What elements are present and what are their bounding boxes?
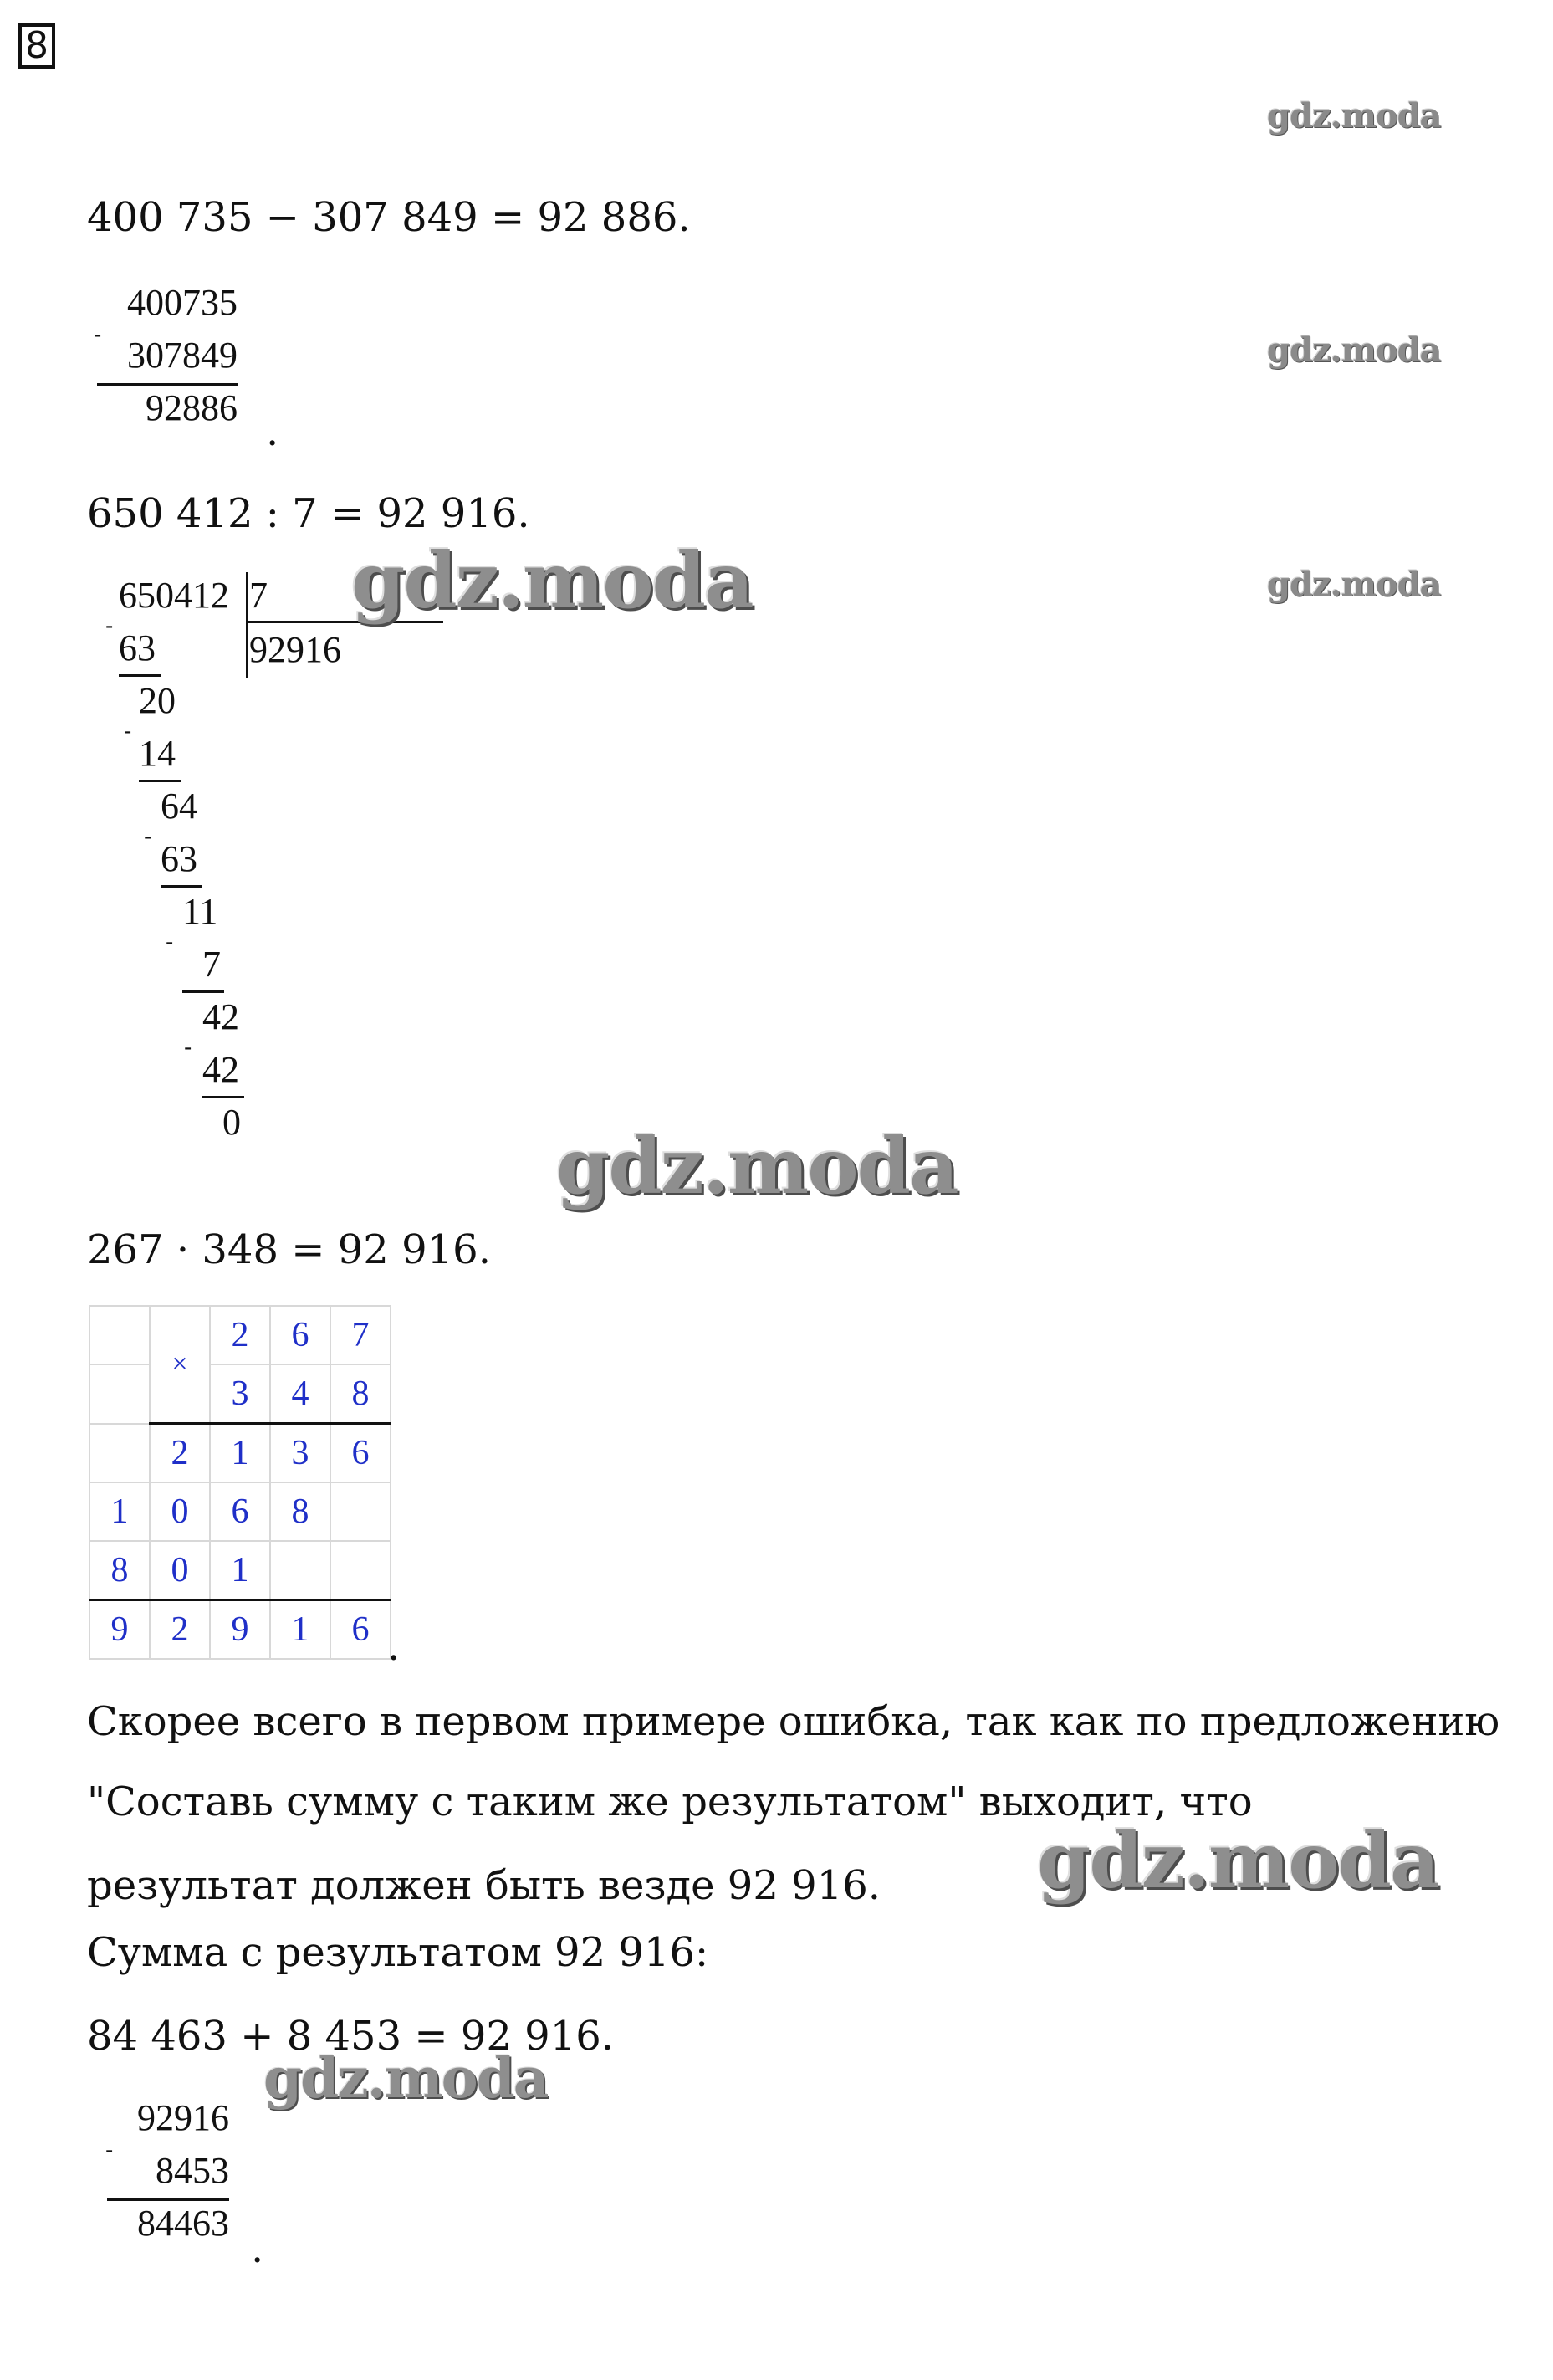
equation-division: 650 412 : 7 = 92 916. (87, 490, 530, 537)
grid-cell: 2 (150, 1424, 210, 1483)
grid-cell (89, 1306, 150, 1364)
minuend: 92916 (137, 2097, 229, 2138)
minus-sign: - (184, 1034, 192, 1060)
grid-cell: 6 (330, 1424, 391, 1483)
watermark-logo: gdz.moda (1267, 96, 1441, 136)
grid-cell: 0 (150, 1482, 210, 1541)
grid-cell (330, 1482, 391, 1541)
division-step: 64 (161, 786, 197, 827)
grid-cell (89, 1424, 150, 1483)
grid-cell: 8 (330, 1364, 391, 1424)
grid-cell: 6 (210, 1482, 270, 1541)
grid-cell: 9 (89, 1600, 150, 1660)
division-step: 42 (202, 996, 239, 1037)
division-step: 0 (222, 1102, 241, 1143)
grid-cell (270, 1541, 330, 1600)
explanation-line-3: результат должен быть везде 92 916. (87, 1862, 881, 1909)
equation-multiplication: 267 · 348 = 92 916. (87, 1226, 491, 1273)
multiplication-grid (89, 1305, 391, 1660)
period: . (387, 1623, 401, 1670)
watermark-logo: gdz.moda (556, 1121, 958, 1211)
minus-sign: - (124, 718, 132, 744)
quotient: 92916 (249, 629, 341, 670)
explanation-line-4: Сумма с результатом 92 916: (87, 1929, 709, 1976)
minuend: 400735 (127, 282, 238, 323)
watermark-logo: gdz.moda (1037, 1815, 1438, 1906)
grid-cell: 1 (270, 1600, 330, 1660)
minus-sign: - (105, 612, 114, 638)
division-bracket-vertical (246, 572, 248, 678)
grid-cell (330, 1541, 391, 1600)
grid-cell: 1 (210, 1541, 270, 1600)
grid-cell: 1 (210, 1424, 270, 1483)
watermark-logo: gdz.moda (351, 535, 753, 626)
grid-cell: 7 (330, 1306, 391, 1364)
column-subtraction-2 (104, 2091, 229, 2249)
equation-addition: 84 463 + 8 453 = 92 916. (87, 2013, 615, 2060)
long-division (94, 569, 462, 1154)
grid-cell: 2 (210, 1306, 270, 1364)
grid-cell: 2 (150, 1600, 210, 1660)
grid-cell: 3 (210, 1364, 270, 1424)
grid-cell: 0 (150, 1541, 210, 1600)
multiply-sign: × (150, 1306, 210, 1424)
explanation-line-2: "Составь сумму с таким же результатом" выходит, что (87, 1779, 1253, 1825)
subtrahend: 307849 (127, 335, 238, 376)
result: 84463 (137, 2203, 229, 2244)
grid-cell: 8 (89, 1541, 150, 1600)
grid-cell: 9 (210, 1600, 270, 1660)
minus-sign: - (105, 2137, 114, 2162)
grid-cell: 4 (270, 1364, 330, 1424)
division-step: 11 (182, 891, 218, 932)
division-step: 7 (202, 944, 221, 985)
division-step: 42 (202, 1049, 239, 1090)
watermark-logo: gdz.moda (263, 2045, 548, 2111)
watermark-logo: gdz.moda (1267, 565, 1441, 604)
grid-cell: 6 (270, 1306, 330, 1364)
grid-cell: 3 (270, 1424, 330, 1483)
column-subtraction-1 (94, 276, 238, 434)
division-step: 20 (139, 680, 176, 721)
division-step: 63 (119, 627, 156, 668)
minus-sign: - (94, 321, 102, 347)
equation-subtraction: 400 735 − 307 849 = 92 886. (87, 194, 691, 241)
watermark-logo: gdz.moda (1267, 330, 1441, 370)
dividend: 650412 (119, 575, 229, 616)
explanation-line-1: Скорее всего в первом примере ошибка, так как по предложению (87, 1698, 1500, 1745)
subtrahend: 8453 (156, 2150, 229, 2191)
period: . (251, 2225, 264, 2272)
result: 92886 (146, 387, 238, 428)
division-step: 14 (139, 733, 176, 774)
minus-sign: - (144, 823, 152, 849)
period: . (266, 408, 279, 455)
divisor: 7 (249, 575, 268, 616)
task-number-badge: 8 (18, 23, 55, 69)
grid-cell: 6 (330, 1600, 391, 1660)
grid-cell: 8 (270, 1482, 330, 1541)
division-step: 63 (161, 838, 197, 879)
grid-cell: 1 (89, 1482, 150, 1541)
minus-sign: - (166, 929, 174, 955)
grid-cell (89, 1364, 150, 1424)
